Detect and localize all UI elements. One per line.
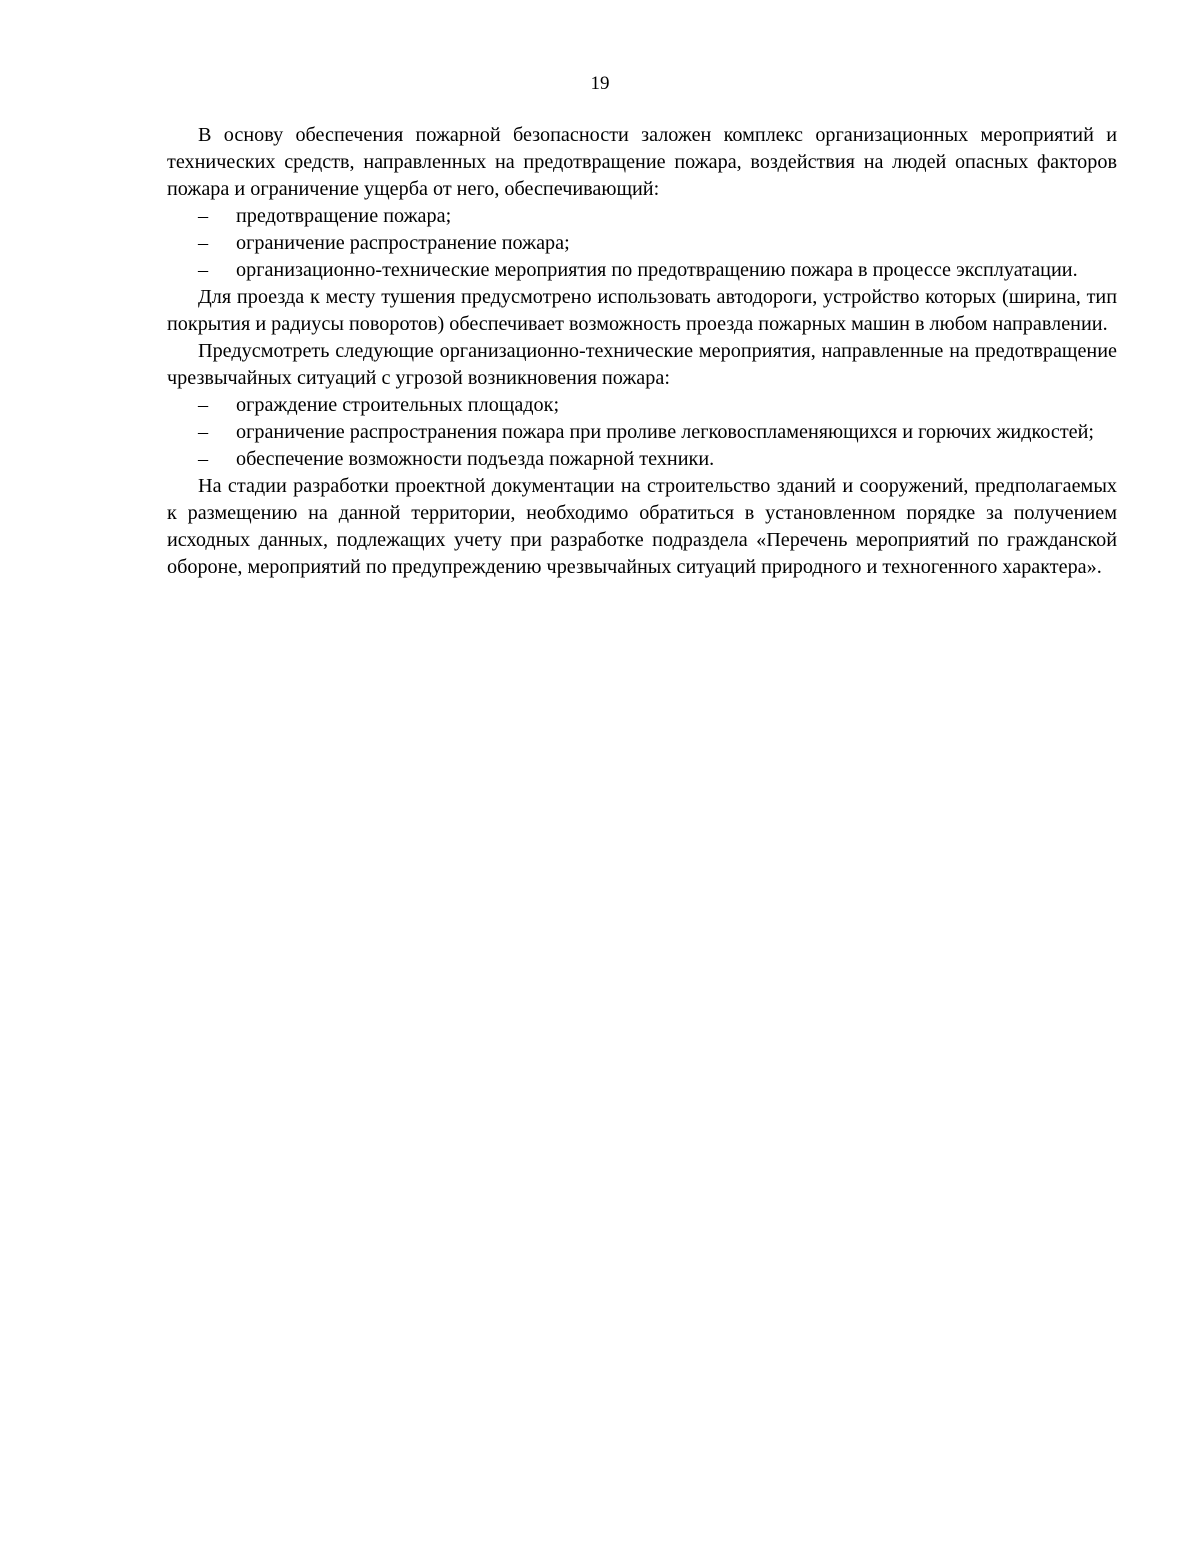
- dash-bullet: –: [198, 448, 209, 470]
- dash-bullet: –: [198, 259, 209, 281]
- dash-bullet: –: [198, 232, 209, 254]
- page-number: 19: [590, 73, 610, 94]
- dash-bullet: –: [198, 421, 209, 443]
- document-body: [167, 122, 1117, 581]
- list-item-text: предотвращение пожара;: [236, 205, 452, 227]
- list-item-text: ограничение распространения пожара при проливе легковоспламеняющихся и горючих жидкостей;: [236, 421, 1095, 443]
- list-item-text: ограничение распространение пожара;: [236, 232, 570, 254]
- list-item: [167, 419, 1117, 446]
- list-item-text: обеспечение возможности подъезда пожарной техники.: [236, 448, 715, 470]
- list-item: [167, 230, 1117, 257]
- paragraph-design-stage: На стадии разработки проектной документации на строительство зданий и сооружений, предполагаемых к размещению на данной территории, необходимо обратиться в установленном порядке за получением исходных данных, подлежащих учету при разработке подраздела «Перечень мероприятий по гражданской обороне, мероприятий по предупреждению чрезвычайных ситуаций природного и техногенного характера».: [167, 475, 1117, 578]
- list-item: [167, 203, 1117, 230]
- dash-bullet: –: [198, 205, 209, 227]
- list-item-text: организационно-технические мероприятия по предотвращению пожара в процессе эксплуатации.: [236, 259, 1078, 281]
- paragraph-access-roads: Для проезда к месту тушения предусмотрено использовать автодороги, устройство которых (ширина, тип покрытия и радиусы поворотов) обеспечивает возможность проезда пожарных машин в любом направлении.: [167, 286, 1117, 335]
- dash-bullet: –: [198, 394, 209, 416]
- paragraph-emergency-measures: Предусмотреть следующие организационно-технические мероприятия, направленные на предотвращение чрезвычайных ситуаций с угрозой возникновения пожара:: [167, 340, 1117, 389]
- list-item: [167, 446, 1117, 473]
- list-item: [167, 257, 1117, 284]
- list-item-text: ограждение строительных площадок;: [236, 394, 560, 416]
- list-item: [167, 392, 1117, 419]
- paragraph-fire-safety-basis: В основу обеспечения пожарной безопасности заложен комплекс организационных мероприятий и технических средств, направленных на предотвращение пожара, воздействия на людей опасных факторов пожара и ограничение ущерба от него, обеспечивающий:: [167, 124, 1117, 200]
